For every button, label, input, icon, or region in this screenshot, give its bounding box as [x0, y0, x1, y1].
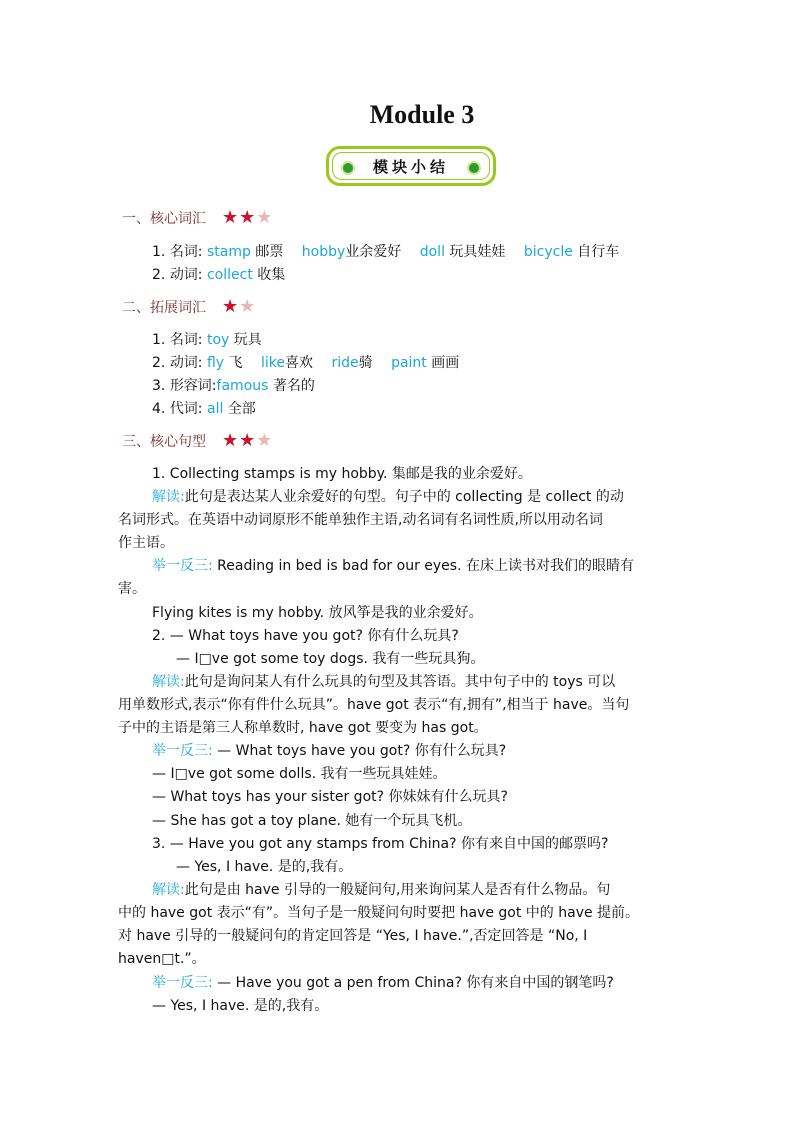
vocab-line: 2. 动词: collect 收集 [152, 267, 286, 283]
star-icon: ★ [222, 207, 239, 228]
half-star-icon: ★ [256, 430, 273, 451]
section-heading-core-vocab [122, 208, 273, 228]
example-line: 举一反三: — Have you got a pen from China? 你有来自中国的钢笔吗? [152, 975, 614, 991]
sentence-3-answer: — Yes, I have. 是的,我有。 [176, 859, 353, 875]
explanation-line: haven□t.”。 [118, 951, 206, 967]
section-title: 三、核心句型 [122, 434, 206, 450]
explain-label: 解读: [152, 674, 185, 690]
half-star-icon: ★ [239, 296, 256, 317]
section-title: 二、拓展词汇 [122, 300, 206, 316]
module-summary-badge [326, 146, 496, 186]
example-line: — What toys has your sister got? 你妹妹有什么玩具? [152, 789, 508, 805]
section-title: 一、核心词汇 [122, 211, 206, 227]
keyword: paint [391, 355, 427, 371]
keyword: collect [206, 267, 253, 283]
keyword: doll [419, 244, 445, 260]
example-line: Flying kites is my hobby. 放风筝是我的业余爱好。 [152, 605, 483, 621]
example-label: 举一反三: [152, 975, 213, 991]
explanation-line: 名词形式。在英语中动词原形不能单独作主语,动名词有名词性质,所以用动名词 [118, 512, 603, 528]
example-line: 害。 [118, 581, 146, 597]
keyword: like [261, 355, 286, 371]
explain-label: 解读: [152, 489, 185, 505]
section-heading-core-sentences [122, 431, 273, 451]
badge-label: 模块小结 [372, 157, 449, 176]
sentence-1: 1. Collecting stamps is my hobby. 集邮是我的业余爱好。 [152, 466, 532, 482]
explain-label: 解读: [152, 882, 185, 898]
difficulty-stars [222, 298, 256, 316]
explanation-line: 用单数形式,表示“你有件什么玩具”。have got 表示“有,拥有”,相当于 have。当句 [118, 697, 630, 713]
explanation-line: 作主语。 [118, 535, 174, 551]
vocab-line: 1. 名词: toy 玩具 [152, 332, 262, 348]
page-title: Module 3 [369, 100, 475, 129]
star-icon: ★ [239, 430, 256, 451]
explanation-line: 解读:此句是由 have 引导的一般疑问句,用来询问某人是否有什么物品。句 [152, 882, 611, 898]
difficulty-stars [222, 432, 273, 450]
keyword: toy [206, 332, 230, 348]
example-line: — She has got a toy plane. 她有一个玩具飞机。 [152, 813, 472, 829]
vocab-line: 2. 动词: fly 飞 like喜欢 ride骑 paint 画画 [152, 355, 460, 371]
keyword: ride [331, 355, 359, 371]
star-icon: ★ [222, 430, 239, 451]
star-icon: ★ [239, 207, 256, 228]
keyword: bicycle [523, 244, 573, 260]
example-label: 举一反三: [152, 558, 213, 574]
vocab-line: 3. 形容词:famous 著名的 [152, 378, 315, 394]
explanation-line: 子中的主语是第三人称单数时, have got 要变为 has got。 [118, 720, 488, 736]
green-dot-icon [341, 161, 355, 175]
example-line: 举一反三: — What toys have you got? 你有什么玩具? [152, 743, 507, 759]
vocab-line: 1. 名词: stamp 邮票 hobby业余爱好 doll 玩具娃娃 bicycle 自行车 [152, 244, 620, 260]
explanation-line: 中的 have got 表示“有”。当句子是一般疑问句时要把 have got 中的 have 提前。 [118, 905, 640, 921]
example-line: — Yes, I have. 是的,我有。 [152, 998, 329, 1014]
explanation-line: 解读:此句是询问某人有什么玩具的句型及其答语。其中句子中的 toys 可以 [152, 674, 616, 690]
keyword: all [206, 401, 224, 417]
section-heading-extended-vocab [122, 297, 256, 317]
half-star-icon: ★ [256, 207, 273, 228]
explanation-line: 解读:此句是表达某人业余爱好的句型。句子中的 collecting 是 collect 的动 [152, 489, 624, 505]
difficulty-stars [222, 209, 273, 227]
vocab-line: 4. 代词: all 全部 [152, 401, 256, 417]
green-dot-icon [467, 161, 481, 175]
keyword: famous [216, 378, 269, 394]
explanation-line: 对 have 引导的一般疑问句的肯定回答是 “Yes, I have.”,否定回答是 “No, I [118, 928, 588, 944]
sentence-2-answer: — I□ve got some toy dogs. 我有一些玩具狗。 [176, 651, 485, 667]
sentence-3-question: 3. — Have you got any stamps from China? 你有来自中国的邮票吗? [152, 836, 609, 852]
sentence-2-question: 2. — What toys have you got? 你有什么玩具? [152, 628, 459, 644]
star-icon: ★ [222, 296, 239, 317]
badge-frame [332, 152, 490, 180]
example-line: 举一反三: Reading in bed is bad for our eyes. 在床上读书对我们的眼睛有 [152, 558, 634, 574]
example-label: 举一反三: [152, 743, 213, 759]
keyword: stamp [206, 244, 251, 260]
keyword: fly [206, 355, 225, 371]
example-line: — I□ve got some dolls. 我有一些玩具娃娃。 [152, 766, 447, 782]
keyword: hobby [301, 244, 346, 260]
